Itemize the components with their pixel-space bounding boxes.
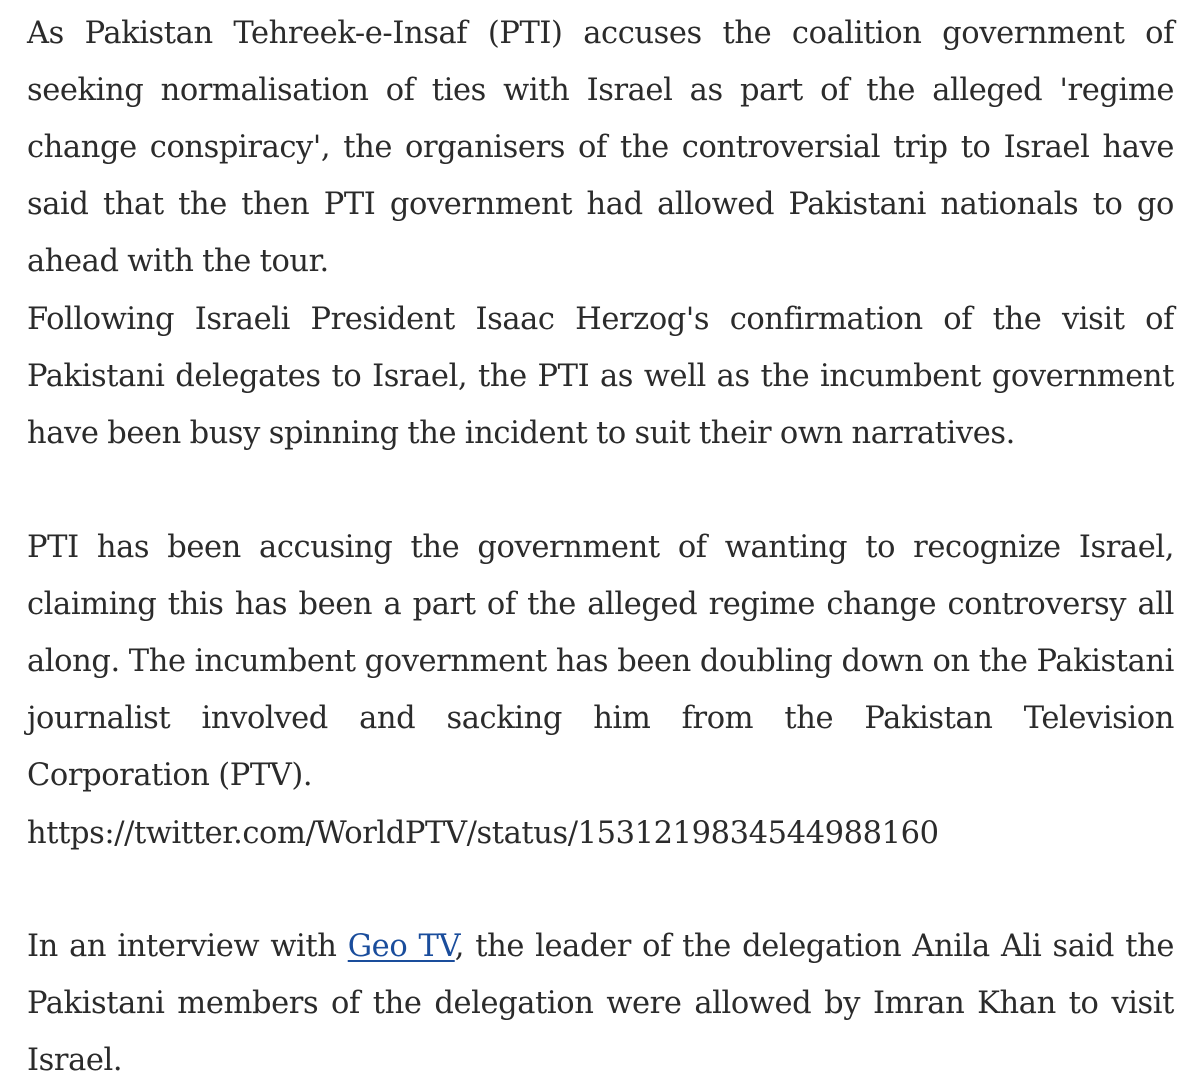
paragraph-geo-interview bbox=[27, 918, 1174, 1089]
paragraph-regime-change: PTI has been accusing the government of wanting to recognize Israel, claiming this has been a part of the alleged regime change controversy all along. The incumbent government has been doubling down on the Pakistani journalist involved and sacking him from the Pakistan Television Corporation (PTV). bbox=[27, 530, 1174, 793]
interview-intro-text: In an interview with bbox=[27, 929, 348, 964]
tweet-url: https://twitter.com/WorldPTV/status/1531219834544988160 bbox=[27, 816, 939, 851]
paragraph-herzog-confirmation: Following Israeli President Isaac Herzog's confirmation of the visit of Pakistani delegates to Israel, the PTI as well as the incumbent government have been busy spinning the incident to suit their own narratives. bbox=[27, 302, 1174, 451]
geo-tv-link[interactable]: Geo TV bbox=[347, 929, 455, 964]
paragraph-pti-accusation: As Pakistan Tehreek-e-Insaf (PTI) accuses the coalition government of seeking normalisation of ties with Israel as part of the alleged 'regime change conspiracy', the organisers of the controversial trip to Israel have said that the then PTI government had allowed Pakistani nationals to go ahead with the tour. bbox=[27, 16, 1174, 279]
interview-rest-text: , the leader of the delegation Anila Ali said the Pakistani members of the delegation were allowed by Imran Khan to visit Israel. bbox=[27, 929, 1174, 1078]
